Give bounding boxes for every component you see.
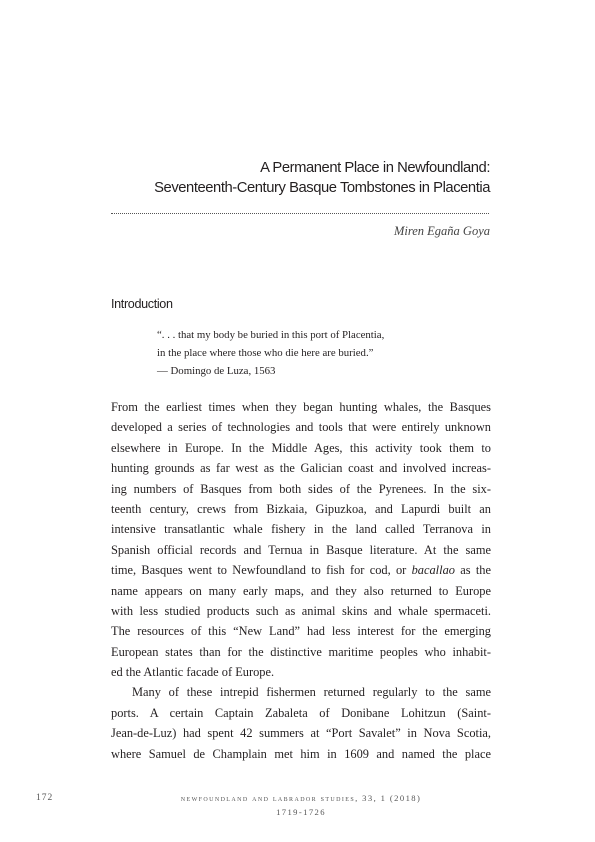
body-line: Spanish official records and Ternua in Basque literature. At the same <box>111 542 491 557</box>
body-line: with less studied products such as animal skins and whale spermaceti. <box>111 603 491 618</box>
body-line: teenth century, crews from Bizkaia, Gipuzkoa, and Lapurdi built an <box>111 501 491 516</box>
page-number: 172 <box>36 793 54 803</box>
body-line: developed a series of technologies and tools that were entirely unknown <box>111 420 491 435</box>
body-line: name appears on many early maps, and they also returned to Europe <box>111 583 491 598</box>
article-title-line-1: A Permanent Place in Newfoundland: <box>260 160 490 176</box>
body-line: ed the Atlantic facade of Europe. <box>111 665 275 680</box>
body-line: where Samuel de Champlain met him in 1609 and named the place <box>111 746 491 761</box>
body-line: From the earliest times when they began hunting whales, the Basques <box>111 400 491 414</box>
section-heading: Introduction <box>111 297 173 311</box>
paragraph-1 <box>111 397 491 682</box>
body-line: European states than for the distinctive maritime peoples who inhabit- <box>111 644 491 659</box>
title-divider <box>111 213 489 214</box>
body-line: intensive transatlantic whale fishery in the land called Terranova in <box>111 522 491 537</box>
author-name: Miren Egaña Goya <box>393 224 490 238</box>
epigraph-line-1: “. . . that my body be buried in this port of Placentia, <box>157 329 385 341</box>
body-line: hunting grounds as far west as the Galician coast and involved increas- <box>111 461 491 476</box>
body-text-run: time, Basques went to Newfoundland to fish for cod, or <box>111 563 412 578</box>
italic-term: bacallao <box>411 563 455 578</box>
paragraph-2 <box>111 682 491 764</box>
body-line: ports. A certain Captain Zabaleta of Donibane Lohitzun (Saint- <box>111 705 491 720</box>
journal-citation: newfoundland and labrador studies, 33, 1 (2018) <box>180 793 422 803</box>
body-line: The resources of this “New Land” had less interest for the emerging <box>111 624 491 639</box>
body-text-run: as the <box>454 563 491 578</box>
body-text <box>111 397 491 764</box>
body-line: Many of these intrepid fishermen returned regularly to the same <box>132 685 491 700</box>
page-range: 1719-1726 <box>276 807 326 817</box>
epigraph-line-2: in the place where those who die here are buried.” <box>157 347 374 359</box>
article-title-line-2: Seventeenth-Century Basque Tombstones in Placentia <box>154 180 490 196</box>
body-line: ing numbers of Basques from both sides of the Pyrenees. In the six- <box>111 481 491 496</box>
body-line <box>111 560 491 580</box>
epigraph <box>157 326 384 380</box>
body-line: elsewhere in Europe. In the Middle Ages, this activity took them to <box>111 440 491 455</box>
epigraph-attribution: — Domingo de Luza, 1563 <box>157 365 276 377</box>
body-line: Jean-de-Luz) had spent 42 summers at “Port Savalet” in Nova Scotia, <box>111 726 491 741</box>
